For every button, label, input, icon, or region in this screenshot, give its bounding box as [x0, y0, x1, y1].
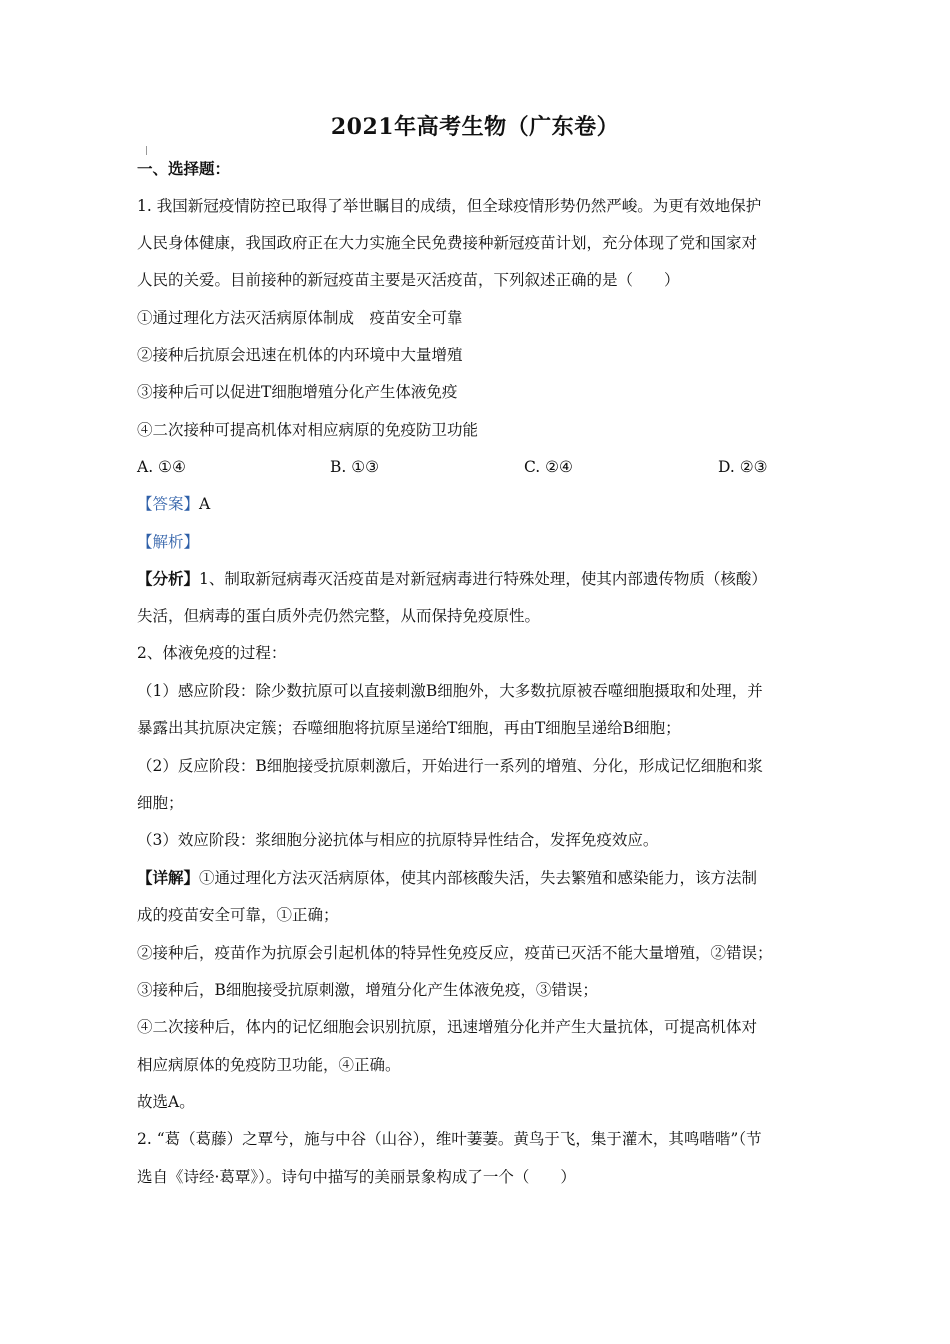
document-title: 2021年高考生物（广东卷） [330, 114, 620, 140]
detail-label: 【详解】 [137, 868, 200, 887]
question-1-line-2: 人民身体健康，我国政府正在大力实施全民免费接种新冠疫苗计划，充分体现了党和国家对 [137, 234, 758, 252]
option-c: C. ②④ [524, 458, 573, 476]
statement-2: ②接种后抗原会迅速在机体的内环境中大量增殖 [137, 346, 463, 364]
answer-label: 【答案】 [137, 495, 200, 513]
question-2-line-2: 选自《诗经·葛覃》）。诗句中描写的美丽景象构成了一个（ ） [137, 1168, 576, 1186]
answer-line [137, 492, 817, 516]
detail-line-4: ③接种后，B细胞接受抗原刺激，增殖分化产生体液免疫，③错误； [137, 981, 598, 999]
fenxi-line-1 [137, 567, 817, 591]
question-2-line-1: 2. “葛（葛藤）之覃兮，施与中谷（山谷），维叶萋萋。黄鸟于飞，集于灌木，其鸣喈喈”（节 [137, 1130, 762, 1148]
fenxi-text-1: 1、制取新冠病毒灭活疫苗是对新冠病毒进行特殊处理，使其内部遗传物质（核酸） [199, 570, 767, 588]
option-a: A. ①④ [137, 458, 186, 476]
stage-2-line-1: （2）反应阶段：B细胞接受抗原刺激后，开始进行一系列的增殖、分化，形成记忆细胞和浆 [137, 757, 763, 775]
detail-line-6: 相应病原体的免疫防卫功能，④正确。 [137, 1056, 401, 1074]
section-heading: 一、选择题： [137, 159, 231, 178]
conclusion: 故选A。 [137, 1093, 195, 1111]
detail-line-5: ④二次接种后，体内的记忆细胞会识别抗原，迅速增殖分化并产生大量抗体，可提高机体对 [137, 1018, 758, 1036]
text-cursor-mark [146, 146, 147, 155]
stage-2-line-2: 细胞； [137, 794, 184, 812]
detail-line-1 [137, 866, 817, 890]
analysis-label: 【解析】 [137, 533, 200, 551]
stage-1-line-1: （1）感应阶段：除少数抗原可以直接刺激B细胞外，大多数抗原被吞噬细胞摄取和处理，并 [137, 682, 763, 700]
answer-value: A [199, 495, 211, 513]
statement-1: ①通过理化方法灭活病原体制成 疫苗安全可靠 [137, 309, 463, 327]
stage-1-line-2: 暴露出其抗原决定簇；吞噬细胞将抗原呈递给T细胞，再由T细胞呈递给B细胞； [137, 719, 681, 737]
option-b: B. ①③ [330, 458, 380, 476]
stage-3-line-1: （3）效应阶段：浆细胞分泌抗体与相应的抗原特异性结合，发挥免疫效应。 [137, 831, 659, 849]
statement-3: ③接种后可以促进T细胞增殖分化产生体液免疫 [137, 383, 458, 401]
fenxi-line-2: 失活，但病毒的蛋白质外壳仍然完整，从而保持免疫原性。 [137, 607, 541, 625]
detail-line-3: ②接种后，疫苗作为抗原会引起机体的特异性免疫反应，疫苗已灭活不能大量增殖，②错误； [137, 944, 773, 962]
detail-text-1: ①通过理化方法灭活病原体，使其内部核酸失活，失去繁殖和感染能力，该方法制 [199, 869, 758, 887]
humoral-title: 2、体液免疫的过程： [137, 644, 287, 662]
statement-4: ④二次接种可提高机体对相应病原的免疫防卫功能 [137, 421, 479, 439]
question-1-line-3: 人民的关爱。目前接种的新冠疫苗主要是灭活疫苗，下列叙述正确的是（ ） [137, 271, 680, 289]
question-1-line-1: 1. 我国新冠疫情防控已取得了举世瞩目的成绩，但全球疫情形势仍然严峻。为更有效地保护 [137, 197, 762, 215]
detail-line-2: 成的疫苗安全可靠，①正确； [137, 906, 339, 924]
fenxi-label: 【分析】 [137, 569, 200, 588]
option-d: D. ②③ [718, 458, 768, 476]
